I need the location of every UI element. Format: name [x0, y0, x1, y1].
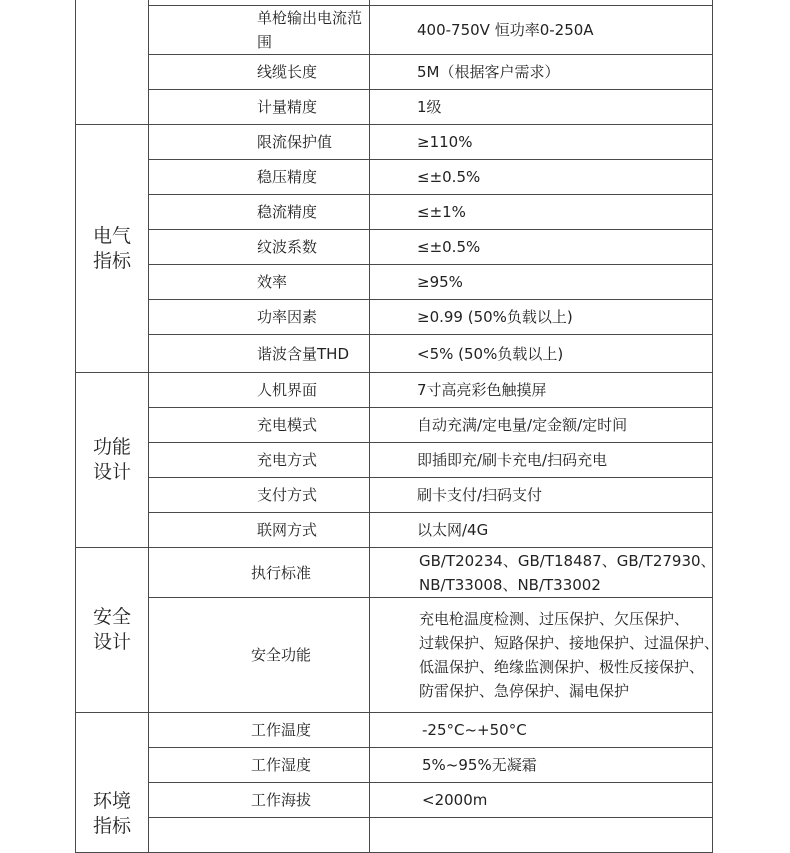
row-value: ≤±0.5% [370, 160, 713, 195]
row-label: 稳压精度 [149, 160, 370, 195]
row-label: 线缆长度 [149, 55, 370, 90]
table-row [76, 125, 713, 160]
row-label: 工作海拔 [149, 783, 370, 818]
row-value: <5% (50%负载以上) [370, 335, 713, 373]
table-row [76, 373, 713, 408]
row-value: 400-750V 恒功率0-250A [370, 6, 713, 55]
row-label: 纹波系数 [149, 230, 370, 265]
table-row [76, 300, 713, 335]
table-row [76, 598, 713, 713]
table-row [76, 713, 713, 748]
row-label: 人机界面 [149, 373, 370, 408]
spec-table [75, 0, 720, 853]
row-label: 联网方式 [149, 513, 370, 548]
table-row [76, 195, 713, 230]
table-row [76, 265, 713, 300]
row-value: 5M（根据客户需求） [370, 55, 713, 90]
row-value-standards [370, 548, 716, 598]
safety-function-line: 防雷保护、急停保护、漏电保护 [419, 682, 630, 700]
table-row [76, 783, 713, 818]
table-row [76, 548, 713, 598]
table-row [76, 513, 713, 548]
row-label: 限流保护值 [149, 125, 370, 160]
row-label: 单枪输出电流范围 [149, 6, 370, 55]
row-value: 1级 [370, 90, 713, 125]
row-label [149, 818, 370, 853]
row-label: 支付方式 [149, 478, 370, 513]
row-label: 工作温度 [149, 713, 370, 748]
table-row [76, 160, 713, 195]
row-label: 工作湿度 [149, 748, 370, 783]
row-label: 功率因素 [149, 300, 370, 335]
row-label: 稳流精度 [149, 195, 370, 230]
row-label: 执行标准 [149, 548, 370, 598]
table-row [76, 818, 713, 853]
category-function: 功能 设计 [76, 373, 149, 548]
row-value-safety-functions [370, 598, 720, 713]
row-value: 5%~95%无凝霜 [370, 748, 713, 783]
row-value: 以太网/4G [370, 513, 713, 548]
row-label: 安全功能 [149, 598, 370, 713]
table-row [76, 6, 713, 55]
table-row [76, 230, 713, 265]
table-row [76, 55, 713, 90]
row-value: ≥0.99 (50%负载以上) [370, 300, 713, 335]
category-cell-top [76, 0, 149, 125]
row-value: -25°C~+50°C [370, 713, 713, 748]
row-value: ≥110% [370, 125, 713, 160]
row-label: 效率 [149, 265, 370, 300]
row-value [370, 818, 713, 853]
row-value: <2000m [370, 783, 713, 818]
row-label: 计量精度 [149, 90, 370, 125]
table-row [76, 748, 713, 783]
table-row [76, 443, 713, 478]
standards-line: GB/T20234、GB/T18487、GB/T27930、 [419, 551, 716, 570]
table-row [76, 90, 713, 125]
safety-function-line: 过载保护、短路保护、接地保护、过温保护、 [419, 634, 720, 652]
standards-line: NB/T33008、NB/T33002 [419, 575, 601, 594]
row-value: ≤±1% [370, 195, 713, 230]
row-label: 充电方式 [149, 443, 370, 478]
category-safety: 安全 设计 [76, 548, 149, 713]
table-row [76, 478, 713, 513]
row-value: ≤±0.5% [370, 230, 713, 265]
table-row [76, 335, 713, 373]
row-value: 刷卡支付/扫码支付 [370, 478, 713, 513]
safety-function-line: 低温保护、绝缘监测保护、极性反接保护、 [419, 658, 705, 676]
row-value: ≥95% [370, 265, 713, 300]
safety-function-line: 充电枪温度检测、过压保护、欠压保护、 [419, 610, 690, 628]
category-electrical: 电气 指标 [76, 125, 149, 373]
row-label: 谐波含量THD [149, 335, 370, 373]
row-value: 自动充满/定电量/定金额/定时间 [370, 408, 713, 443]
row-value: 即插即充/刷卡充电/扫码充电 [370, 443, 713, 478]
row-value: 7寸高亮彩色触摸屏 [370, 373, 713, 408]
table-row [76, 408, 713, 443]
row-label: 充电模式 [149, 408, 370, 443]
category-environment: 环境 指标 [76, 713, 149, 853]
